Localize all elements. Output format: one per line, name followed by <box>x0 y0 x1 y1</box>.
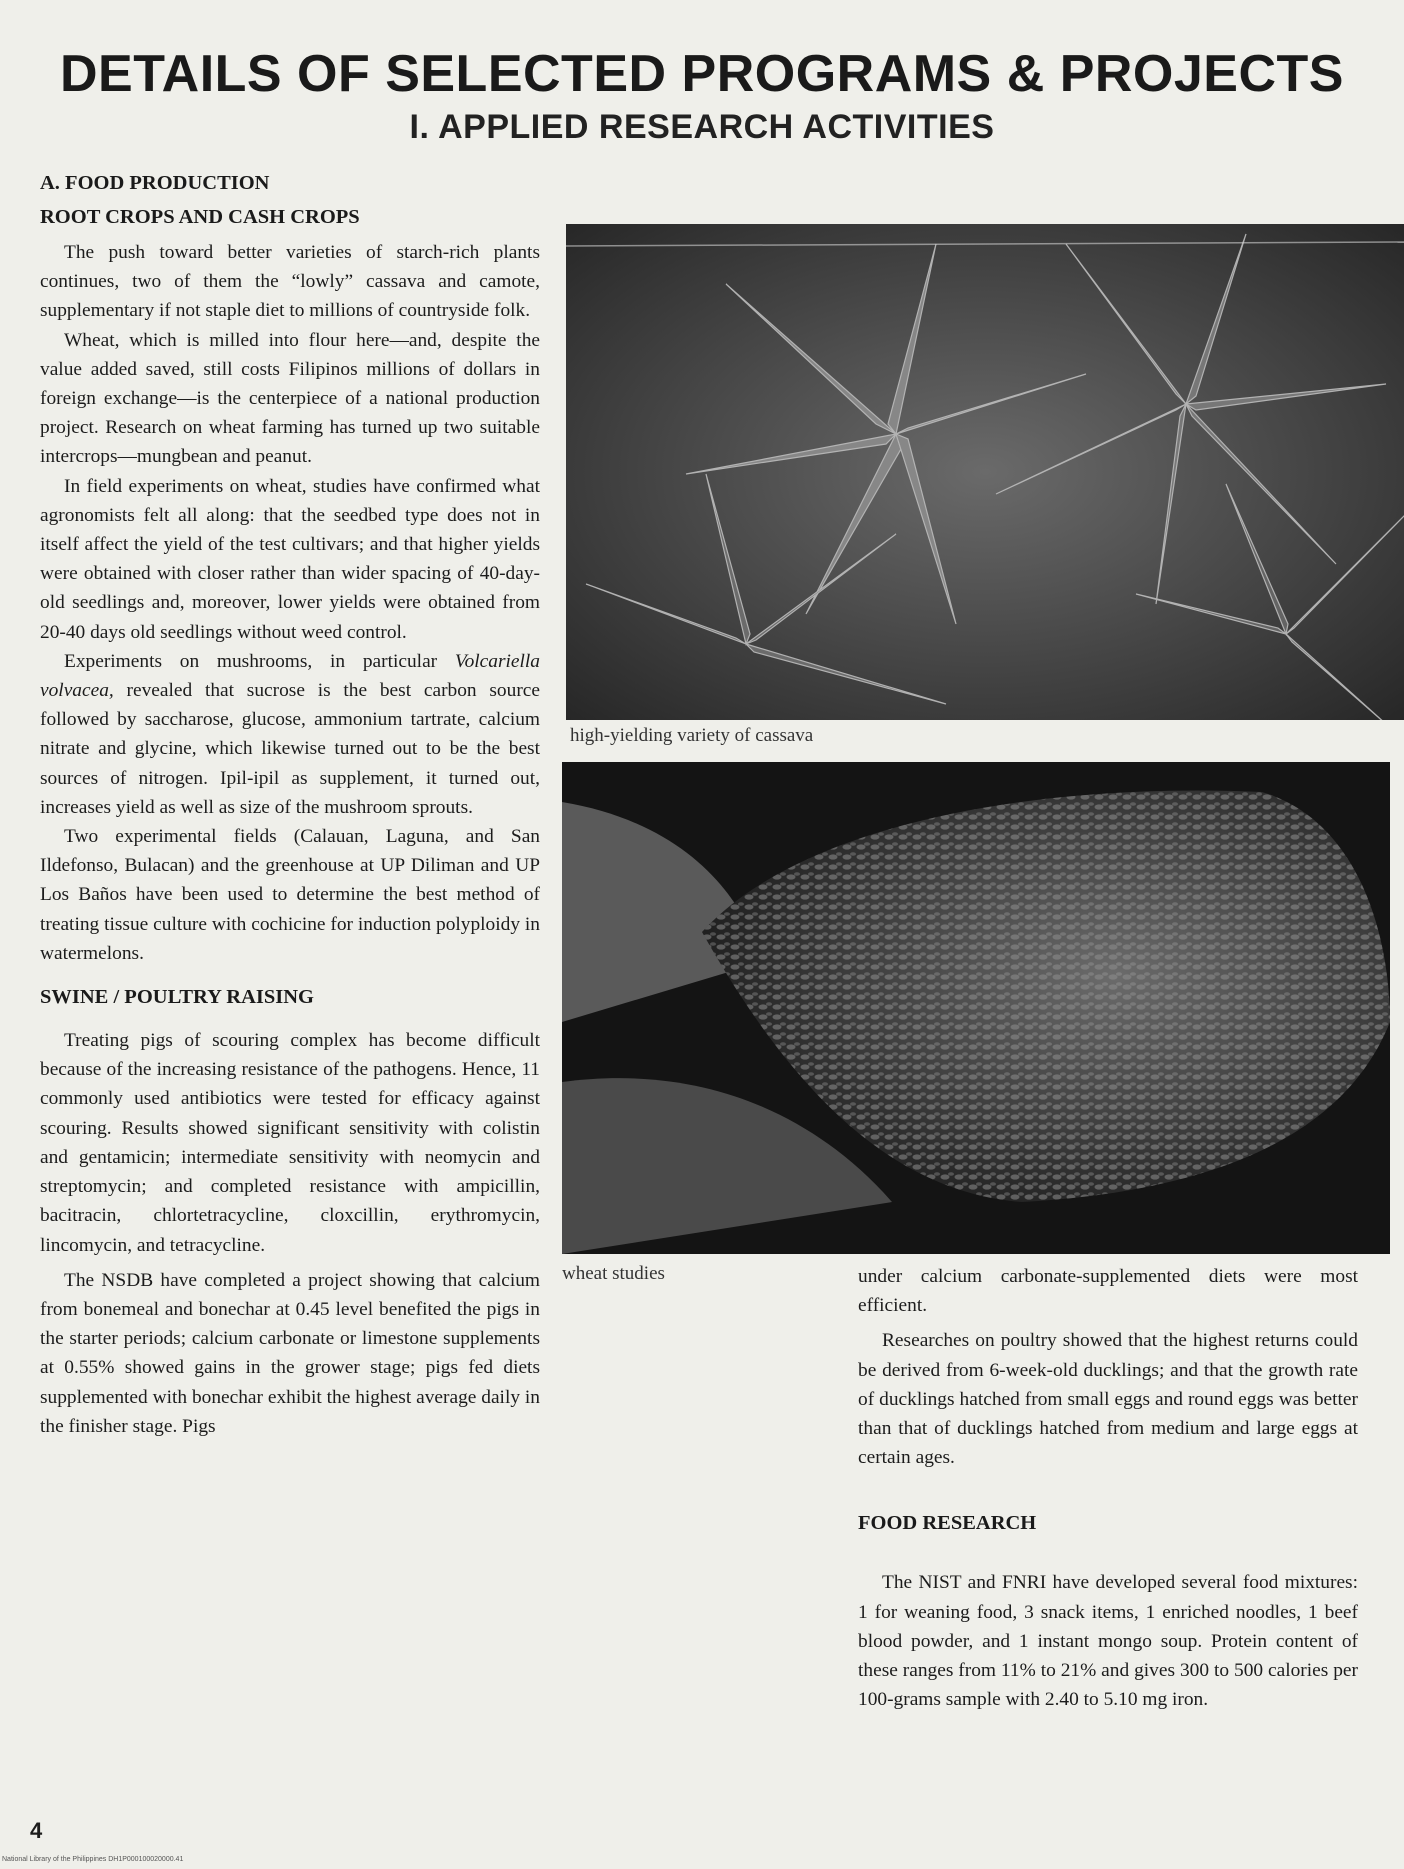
paragraph: The NIST and FNRI have developed several food mixtures: 1 for weaning food, 3 snack items, 1 enriched noodles, 1 beef blood powder, and 1 instant mongo soup. Protein content of these ranges from 11% to 21% and gives 300 to 500 calories per 100-grams sample with 2.40 to 5.10 mg iron. <box>858 1572 1358 1711</box>
page-title: DETAILS OF SELECTED PROGRAMS & PROJECTS <box>60 45 1344 103</box>
paragraph: Researches on poultry showed that the highest returns could be derived from 6-week-old ducklings; and that the growth rate of ducklings hatched from small eggs and round eggs was better than that of ducklings hatched from medium and large eggs at certain ages. <box>858 1330 1358 1469</box>
left-column <box>40 168 540 1441</box>
paragraph: The push toward better varieties of starch-rich plants continues, two of them the “lowly” cassava and camote, supplementary if not staple diet to millions of countryside folk. <box>40 242 540 322</box>
right-column <box>858 1262 1358 1714</box>
section-heading-food-research: FOOD RESEARCH <box>858 1512 1037 1535</box>
wheat-photo <box>562 762 1390 1254</box>
paragraph: The NSDB have completed a project showing that calcium from bonemeal and bonechar at 0.45 level benefited the pigs in the starter periods; calcium carbonate or limestone supplements at 0.55% showed gains in the grower stage; pigs fed diets supplemented with bonechar exhibit the highest average daily in the finisher stage. Pigs <box>40 1269 540 1437</box>
paragraph: In field experiments on wheat, studies have confirmed what agronomists felt all along: that the seedbed type does not in itself affect the yield of the test cultivars; and that higher yields were obtained with closer rather than wider spacing of 40-day-old seedlings and, moreover, lower yields were obtained from 20-40 days old seedlings without weed control. <box>40 475 540 643</box>
paragraph <box>40 647 540 822</box>
section-heading-food-production: A. FOOD PRODUCTION <box>40 172 270 194</box>
species-name: Volcariella volvacea, <box>40 650 540 702</box>
paragraph-text: Experiments on mushrooms, in particular <box>64 650 438 672</box>
page-subtitle: I. APPLIED RESEARCH ACTIVITIES <box>409 108 995 146</box>
page-number: 4 <box>30 1818 43 1843</box>
scan-footer: National Library of the Philippines DH1P000100020000.41 <box>2 1856 184 1863</box>
paragraph: Two experimental fields (Calauan, Laguna, and San Ildefonso, Bulacan) and the greenhouse at UP Diliman and UP Los Baños have been used to determine the best method of treating tissue culture with cochicine for induction polyploidy in watermelons. <box>40 826 540 964</box>
paragraph: Treating pigs of scouring complex has become difficult because of the increasing resistance of the pathogens. Hence, 11 commonly used antibiotics were tested for efficacy against scouring. Results showed significant sensitivity with colistin and gentamicin; intermediate sensitivity with neomycin and streptomycin; and completed resistance with ampicillin, bacitracin, chlortetracycline, cloxcillin, erythromycin, lincomycin, and tetracycline. <box>40 1030 540 1256</box>
paragraph-text: revealed that sucrose is the best carbon source followed by saccharose, glucose, ammonium tartrate, calcium nitrate and glycine, which likewise turned out to be the best sources of nitrogen. Ipil-ipil as supplement, it turned out, increases yield as well as size of the mushroom sprouts. <box>40 680 540 818</box>
cassava-photo <box>566 224 1404 720</box>
paragraph: Wheat, which is milled into flour here—and, despite the value added saved, still costs Filipinos millions of dollars in foreign exchange—is the centerpiece of a national production project. Research on wheat farming has turned up two suitable intercrops—mungbean and peanut. <box>40 329 540 468</box>
section-heading-swine-poultry: SWINE / POULTRY RAISING <box>40 986 315 1009</box>
paragraph: under calcium carbonate-supplemented diets were most efficient. <box>858 1266 1358 1317</box>
cassava-caption: high-yielding variety of cassava <box>570 725 814 746</box>
wheat-caption: wheat studies <box>562 1263 665 1284</box>
subheading-root-crops: ROOT CROPS AND CASH CROPS <box>40 206 360 228</box>
